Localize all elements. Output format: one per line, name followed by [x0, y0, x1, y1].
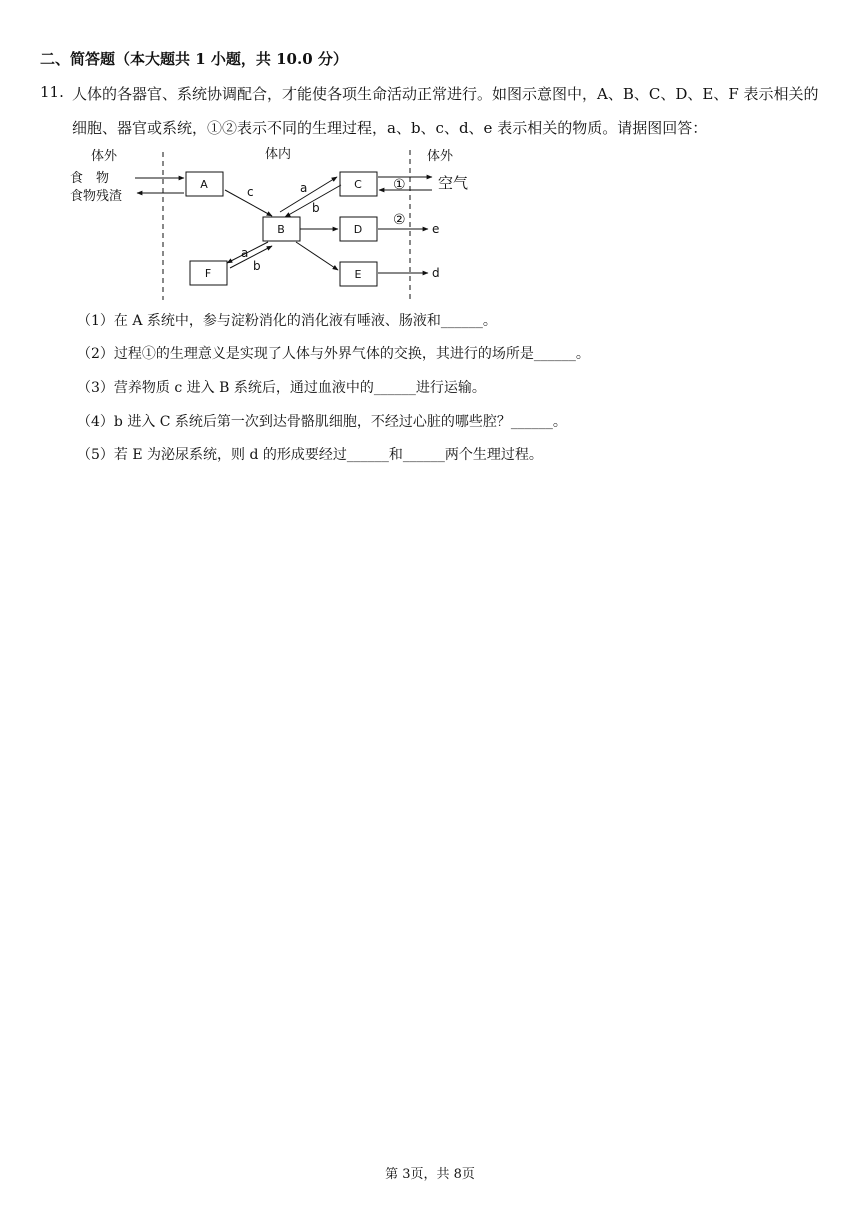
- food-residue-label: 食物残渣: [70, 189, 123, 204]
- question-stem-line-1: 人体的各器官、系统协调配合，才能使各项生命活动正常进行。如图示意图中，A、B、C、D、E、F 表示相关的: [72, 85, 819, 103]
- substance-a-top-label: a: [300, 181, 308, 195]
- arrow-F-to-B: [230, 246, 272, 268]
- food-label: 食 物: [70, 171, 110, 186]
- box-A-label: A: [200, 178, 208, 191]
- substance-c-label: c: [247, 185, 254, 199]
- substance-b-bottom-label: b: [253, 259, 261, 273]
- box-F-label: F: [204, 267, 212, 280]
- physiology-diagram: [60, 140, 520, 305]
- box-C-label: C: [354, 178, 362, 191]
- question-number: 11.: [40, 83, 64, 101]
- label-inside: 体内: [265, 147, 292, 162]
- substance-d-label: d: [432, 266, 440, 280]
- substance-e-label: e: [432, 222, 440, 236]
- arrow-B-to-C: [280, 177, 337, 212]
- sub-question-2: （2）过程①的生理意义是实现了人体与外界气体的交换，其进行的场所是______。: [77, 346, 590, 362]
- process-2-label: ②: [393, 212, 406, 228]
- box-E-label: E: [354, 268, 362, 281]
- arrow-B-to-E: [296, 242, 338, 270]
- sub-question-3: （3）营养物质 c 进入 B 系统后，通过血液中的______进行运输。: [77, 380, 486, 396]
- section-heading: 二、简答题（本大题共 1 小题，共 10.0 分）: [40, 50, 348, 68]
- substance-b-top-label: b: [312, 201, 320, 215]
- label-outside-right: 体外: [427, 149, 454, 164]
- substance-a-bottom-label: a: [241, 246, 249, 260]
- process-1-label: ①: [393, 177, 406, 193]
- label-outside-left: 体外: [91, 149, 118, 164]
- page-footer: 第 3页，共 8页: [385, 1167, 475, 1182]
- box-B-label: B: [277, 223, 285, 236]
- air-label: 空气: [438, 174, 469, 192]
- question-stem-line-2: 细胞、器官或系统，①②表示不同的生理过程，a、b、c、d、e 表示相关的物质。请据图回答：: [72, 119, 708, 137]
- sub-question-5: （5）若 E 为泌尿系统，则 d 的形成要经过______和______两个生理过程。: [77, 447, 543, 463]
- box-D-label: D: [353, 223, 363, 236]
- sub-question-1: （1）在 A 系统中，参与淀粉消化的消化液有唾液、肠液和______。: [77, 313, 497, 329]
- sub-question-4: （4）b 进入 C 系统后第一次到达骨骼肌细胞，不经过心脏的哪些腔？______。: [77, 414, 567, 430]
